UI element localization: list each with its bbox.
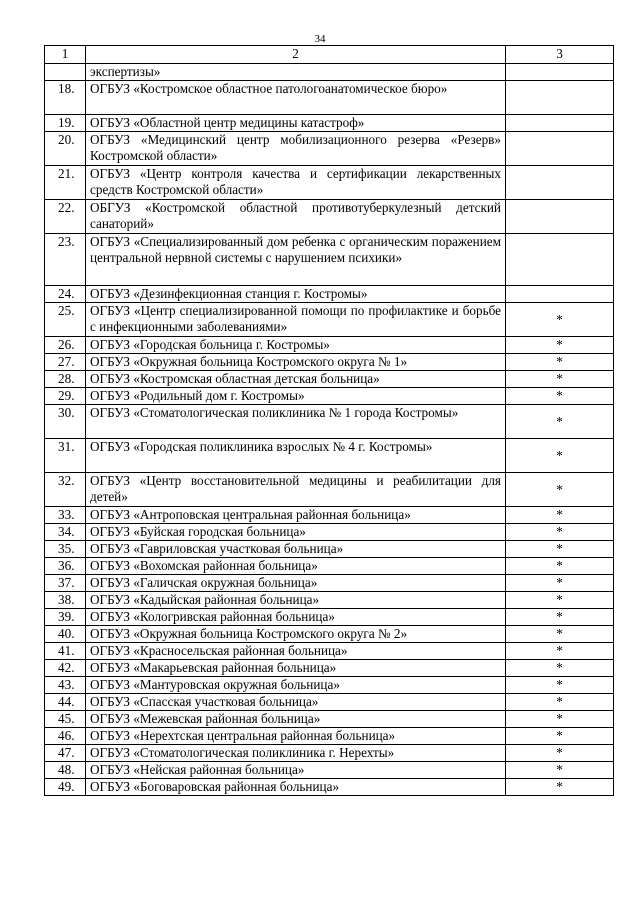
row-mark [506, 286, 614, 303]
page-number: 34 [314, 33, 326, 45]
table-row [45, 200, 614, 234]
institution-name: ОГБУЗ «Медицинский центр мобилизационного резерва «Резерв» Костромской области» [86, 132, 506, 166]
row-mark [506, 64, 614, 81]
column-header-name: 2 [86, 46, 506, 64]
row-number: 49. [45, 779, 86, 796]
row-mark: * [506, 558, 614, 575]
row-mark: * [506, 405, 614, 439]
row-mark: * [506, 728, 614, 745]
institution-name: ОГБУЗ «Городская больница г. Костромы» [86, 337, 506, 354]
row-number: 18. [45, 81, 86, 115]
row-mark: * [506, 660, 614, 677]
row-mark: * [506, 779, 614, 796]
institution-name: ОГБУЗ «Костромская областная детская больница» [86, 371, 506, 388]
row-mark: * [506, 541, 614, 558]
row-number: 24. [45, 286, 86, 303]
institution-name: ОГБУЗ «Кологривская районная больница» [86, 609, 506, 626]
row-mark: * [506, 473, 614, 507]
row-number: 37. [45, 575, 86, 592]
row-number: 42. [45, 660, 86, 677]
institution-name: ОГБУЗ «Мантуровская окружная больница» [86, 677, 506, 694]
row-number: 44. [45, 694, 86, 711]
row-number: 19. [45, 115, 86, 132]
institution-name: ОГБУЗ «Городская поликлиника взрослых № 4 г. Костромы» [86, 439, 506, 473]
institution-name: ОГБУЗ «Галичская окружная больница» [86, 575, 506, 592]
row-number: 25. [45, 303, 86, 337]
institution-name: ОГБУЗ «Макарьевская районная больница» [86, 660, 506, 677]
row-number: 45. [45, 711, 86, 728]
row-number: 29. [45, 388, 86, 405]
row-number: 33. [45, 507, 86, 524]
table-row [45, 371, 614, 388]
institution-name: ОГБУЗ «Кадыйская районная больница» [86, 592, 506, 609]
institution-name: ОГБУЗ «Боговаровская районная больница» [86, 779, 506, 796]
institution-name: ОГБУЗ «Спасская участковая больница» [86, 694, 506, 711]
table-row [45, 439, 614, 473]
table-row [45, 337, 614, 354]
table-row [45, 132, 614, 166]
institution-name: ОГБУЗ «Окружная больница Костромского округа № 2» [86, 626, 506, 643]
row-number: 22. [45, 200, 86, 234]
row-number: 40. [45, 626, 86, 643]
institution-name: ОГБУЗ «Центр контроля качества и сертификации лекарственных средств Костромской области» [86, 166, 506, 200]
row-mark [506, 234, 614, 286]
row-number: 28. [45, 371, 86, 388]
table-row [45, 354, 614, 371]
row-mark [506, 132, 614, 166]
row-number: 47. [45, 745, 86, 762]
table-row [45, 626, 614, 643]
table-row [45, 303, 614, 337]
row-number: 20. [45, 132, 86, 166]
institution-name: ОГБУЗ «Родильный дом г. Костромы» [86, 388, 506, 405]
institution-name: ОГБУЗ «Стоматологическая поликлиника г. Нерехты» [86, 745, 506, 762]
table-row [45, 677, 614, 694]
row-mark: * [506, 337, 614, 354]
table-row [45, 745, 614, 762]
row-mark [506, 166, 614, 200]
row-mark: * [506, 303, 614, 337]
row-number: 39. [45, 609, 86, 626]
row-number: 21. [45, 166, 86, 200]
column-header-number: 1 [45, 46, 86, 64]
row-mark: * [506, 524, 614, 541]
institutions-table [44, 45, 614, 796]
row-mark: * [506, 575, 614, 592]
row-mark: * [506, 694, 614, 711]
row-number: 23. [45, 234, 86, 286]
institution-name: ОГБУЗ «Центр специализированной помощи по профилактике и борьбе с инфекционными заболеваниями» [86, 303, 506, 337]
institution-name: ОГБУЗ «Дезинфекционная станция г. Костромы» [86, 286, 506, 303]
row-number: 43. [45, 677, 86, 694]
table-row [45, 507, 614, 524]
table-row [45, 388, 614, 405]
row-mark [506, 81, 614, 115]
table-row [45, 779, 614, 796]
institution-name: ОГБУЗ «Нейская районная больница» [86, 762, 506, 779]
table-row [45, 694, 614, 711]
row-mark: * [506, 609, 614, 626]
row-number: 36. [45, 558, 86, 575]
row-mark: * [506, 592, 614, 609]
institution-name: ОГБУЗ «Окружная больница Костромского округа № 1» [86, 354, 506, 371]
row-number: 26. [45, 337, 86, 354]
institution-name: ОГБУЗ «Специализированный дом ребенка с органическим поражением центральной нервной системы с нарушением психики» [86, 234, 506, 286]
table-row [45, 286, 614, 303]
institution-name: ОБГУЗ «Костромской областной противотуберкулезный детский санаторий» [86, 200, 506, 234]
institution-name: ОГБУЗ «Вохомская районная больница» [86, 558, 506, 575]
table-row [45, 575, 614, 592]
row-mark: * [506, 643, 614, 660]
table-row [45, 728, 614, 745]
table-row [45, 558, 614, 575]
institution-name: ОГБУЗ «Антроповская центральная районная больница» [86, 507, 506, 524]
row-number: 27. [45, 354, 86, 371]
row-mark [506, 200, 614, 234]
row-mark: * [506, 762, 614, 779]
table-row [45, 643, 614, 660]
row-mark: * [506, 677, 614, 694]
row-number: 48. [45, 762, 86, 779]
row-number [45, 64, 86, 81]
institution-name: экспертизы» [86, 64, 506, 81]
table-row [45, 166, 614, 200]
table-row [45, 711, 614, 728]
table-row [45, 660, 614, 677]
table-row [45, 234, 614, 286]
row-mark: * [506, 388, 614, 405]
row-number: 30. [45, 405, 86, 439]
institution-name: ОГБУЗ «Гавриловская участковая больница» [86, 541, 506, 558]
row-mark: * [506, 745, 614, 762]
institution-name: ОГБУЗ «Межевская районная больница» [86, 711, 506, 728]
row-number: 34. [45, 524, 86, 541]
row-number: 31. [45, 439, 86, 473]
row-number: 35. [45, 541, 86, 558]
row-mark: * [506, 371, 614, 388]
row-mark: * [506, 354, 614, 371]
table-row [45, 609, 614, 626]
table-row [45, 405, 614, 439]
row-number: 41. [45, 643, 86, 660]
table-row [45, 762, 614, 779]
row-mark: * [506, 439, 614, 473]
institution-name: ОГБУЗ «Областной центр медицины катастроф» [86, 115, 506, 132]
table-row [45, 473, 614, 507]
institution-name: ОГБУЗ «Центр восстановительной медицины и реабилитации для детей» [86, 473, 506, 507]
institution-name: ОГБУЗ «Буйская городская больница» [86, 524, 506, 541]
table-row [45, 592, 614, 609]
table-row [45, 115, 614, 132]
institution-name: ОГБУЗ «Нерехтская центральная районная больница» [86, 728, 506, 745]
row-number: 32. [45, 473, 86, 507]
row-mark: * [506, 626, 614, 643]
row-mark [506, 115, 614, 132]
table-row [45, 524, 614, 541]
institution-name: ОГБУЗ «Красносельская районная больница» [86, 643, 506, 660]
institution-name: ОГБУЗ «Стоматологическая поликлиника № 1 города Костромы» [86, 405, 506, 439]
row-mark: * [506, 507, 614, 524]
row-mark: * [506, 711, 614, 728]
column-header-mark: 3 [506, 46, 614, 64]
row-number: 38. [45, 592, 86, 609]
table-row [45, 64, 614, 81]
table-row [45, 81, 614, 115]
table-row [45, 541, 614, 558]
table-header-row [45, 46, 614, 64]
row-number: 46. [45, 728, 86, 745]
institution-name: ОГБУЗ «Костромское областное патологоанатомическое бюро» [86, 81, 506, 115]
